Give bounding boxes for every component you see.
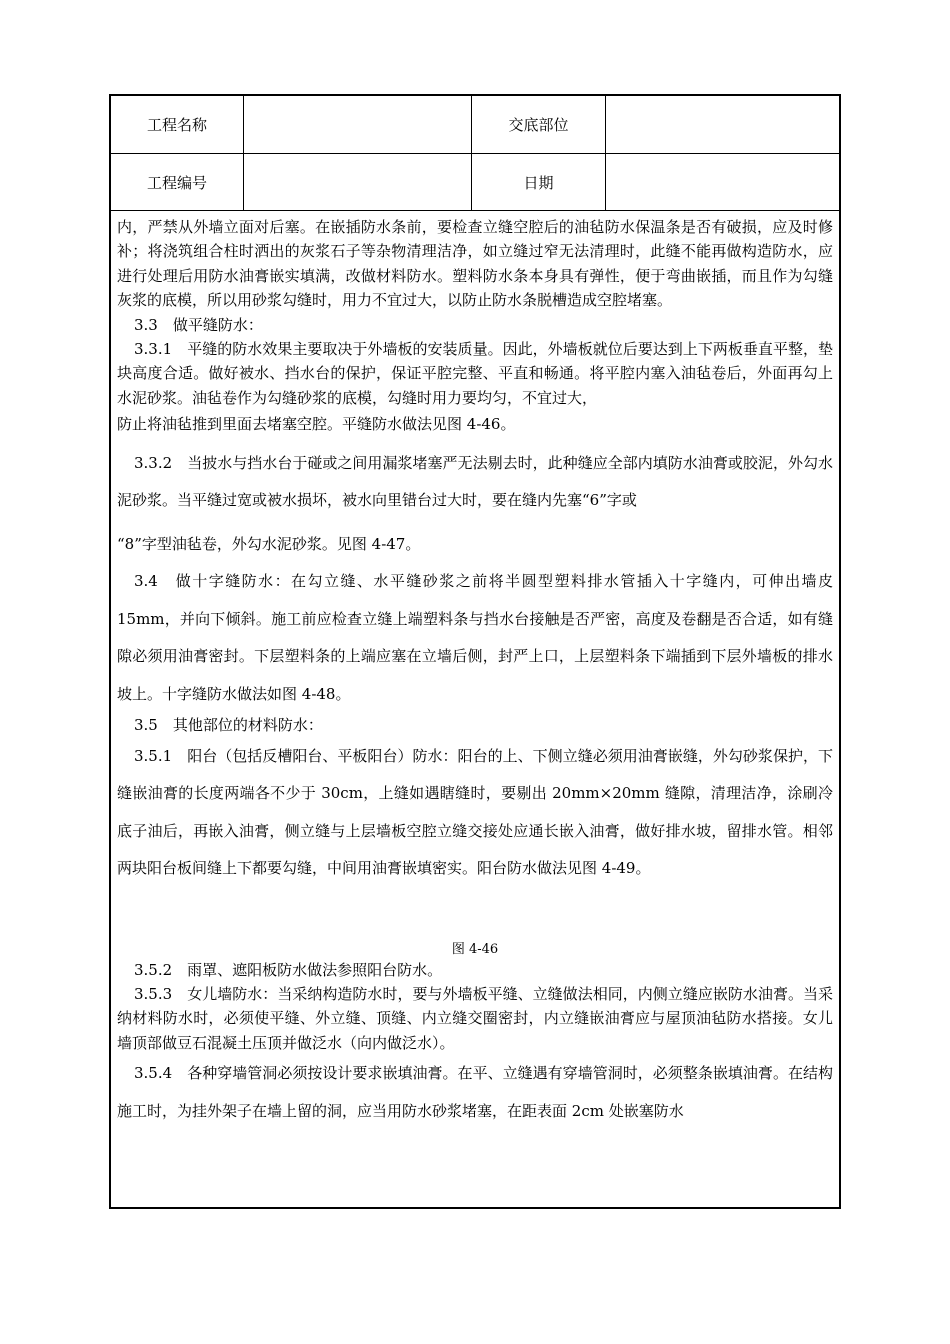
project-no-value [244, 154, 472, 211]
project-name-value [244, 96, 472, 154]
figure-caption: 图 4-46 [451, 941, 499, 957]
date-label: 日期 [472, 154, 606, 211]
heading-3-3: 3.3 做平缝防水： [134, 315, 263, 334]
figure-placeholder [117, 888, 833, 958]
project-name-label: 工程名称 [111, 96, 244, 154]
paragraph-3-3-1: 3.3.1 平缝的防水效果主要取决于外墙板的安装质量。因此，外墙板就位后要达到上下两板垂直平整，垫块高度合适。做好被水、挡水台的保护，保证平腔完整、平直和畅通。将平腔内塞入油毡卷后，外面再勾上水泥砂浆。油毡卷作为勾缝砂浆的底模，勾缝时用力要均匀，不宜过大， [117, 340, 833, 407]
disclosure-content [111, 211, 839, 1130]
date-value [606, 154, 839, 211]
paragraph-3-4: 3.4 做十字缝防水：在勾立缝、水平缝砂浆之前将半圆型塑料排水管插入十字缝内，可伸出墙皮 15mm，并向下倾斜。施工前应检查立缝上端塑料条与挡水台接触是否严密，高度及卷翻是否合适，如有缝隙必须用油膏密封。下层塑料条的上端应塞在立墙后侧，封严上口，上层塑料条下端插到下层外墙板的排水坡上。十字缝防水做法如图 4-48。 [117, 572, 833, 703]
paragraph-3-3-2: 3.3.2 当披水与挡水台于碰或之间用漏浆堵塞严无法剔去时，此种缝应全部内填防水油膏或胶泥，外勾水泥砂浆。当平缝过宽或被水损坏，被水向里错台过大时，要在缝内先塞“6”字或 [117, 453, 833, 510]
project-no-label: 工程编号 [111, 154, 244, 211]
header-table [111, 96, 839, 211]
location-value [606, 96, 839, 154]
paragraph-3-3-2-end: “8”字型油毡卷，外勾水泥砂浆。见图 4-47。 [117, 534, 421, 553]
disclosure-sheet [109, 94, 841, 1209]
heading-3-5: 3.5 其他部位的材料防水： [134, 716, 323, 735]
paragraph-intro: 内，严禁从外墙立面对后塞。在嵌插防水条前，要检查立缝空腔后的油毡防水保温条是否有破损，应及时修补；将浇筑组合柱时洒出的灰浆石子等杂物清理洁净，如立缝过窄无法清理时，此缝不能再做构造防水，应进行处理后用防水油膏嵌实填满，改做材料防水。塑料防水条本身具有弹性，便于弯曲嵌插，而且作为勾缝灰浆的底模，所以用砂浆勾缝时，用力不宜过大，以防止防水条脱槽造成空腔堵塞。 [117, 218, 833, 310]
paragraph-3-5-4: 3.5.4 各种穿墙管洞必须按设计要求嵌填油膏。在平、立缝遇有穿墙管洞时，必须整条嵌填油膏。在结构施工时，为挂外架子在墙上留的洞，应当用防水砂浆堵塞，在距表面 2cm 处嵌塞防水 [117, 1064, 833, 1120]
location-label: 交底部位 [472, 96, 606, 154]
paragraph-3-5-1: 3.5.1 阳台（包括反槽阳台、平板阳台）防水：阳台的上、下侧立缝必须用油膏嵌缝，外勾砂浆保护，下缝嵌油膏的长度两端各不少于 30cm，上缝如遇瞎缝时，要剔出 20mm×20mm 缝隙，清理洁净，涂刷冷底子油后，再嵌入油膏，侧立缝与上层墙板空腔立缝交接处应通长嵌入油膏，做好排水坡，留排水管。相邻两块阳台板间缝上下都要勾缝，中间用油膏嵌填密实。阳台防水做法见图 4-49。 [117, 746, 833, 878]
paragraph-3-3-1-end: 防止将油毡推到里面去堵塞空腔。平缝防水做法见图 4-46。 [117, 415, 516, 434]
paragraph-3-5-2: 3.5.2 雨罩、遮阳板防水做法参照阳台防水。 [134, 960, 443, 979]
paragraph-3-5-3: 3.5.3 女儿墙防水：当采纳构造防水时，要与外墙板平缝、立缝做法相同，内侧立缝应嵌防水油膏。当采纳材料防水时，必须使平缝、外立缝、顶缝、内立缝交圈密封，内立缝嵌油膏应与屋顶油毡防水搭接。女儿墙顶部做豆石混凝土压顶并做泛水（向内做泛水）。 [117, 984, 833, 1052]
